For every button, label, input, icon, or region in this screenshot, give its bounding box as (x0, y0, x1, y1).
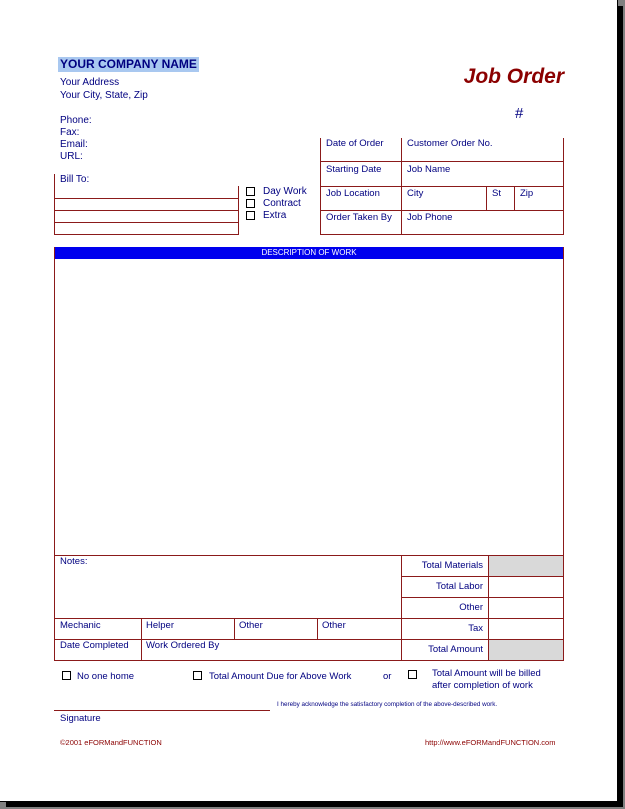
date-completed-label: Date Completed (60, 640, 129, 651)
description-area[interactable] (55, 260, 563, 555)
total-materials-label: Total Materials (421, 560, 483, 571)
billed-later-line-1: Total Amount will be billed (432, 668, 541, 679)
url-label: URL: (60, 151, 83, 162)
description-header: DESCRIPTION OF WORK (55, 247, 563, 259)
bill-to-line-2[interactable] (54, 210, 239, 211)
form-bottom-line (54, 660, 564, 661)
order-number-sign: # (515, 105, 524, 122)
footer-url[interactable]: http://www.eFORMandFUNCTION.com (425, 738, 556, 747)
or-label: or (383, 671, 392, 682)
mechanic-label: Mechanic (60, 620, 101, 631)
order-row-line-4 (320, 234, 564, 235)
extra-checkbox[interactable] (246, 211, 255, 220)
job-phone-label: Job Phone (407, 212, 453, 223)
bill-to-line-1[interactable] (54, 198, 239, 199)
total-due-label: Total Amount Due for Above Work (209, 671, 352, 682)
signature-label: Signature (60, 713, 101, 724)
phone-label: Phone: (60, 115, 92, 126)
order-row-line-3 (320, 210, 564, 211)
order-row-line-1 (320, 161, 564, 162)
total-amount-field[interactable] (489, 640, 563, 660)
footer-copyright: ©2001 eFORMandFUNCTION (60, 738, 162, 747)
order-row-line-2 (320, 186, 564, 187)
city-label: City (407, 188, 424, 199)
bill-to-line-3[interactable] (54, 222, 239, 223)
job-location-label: Job Location (326, 188, 380, 199)
fax-label: Fax: (60, 127, 80, 138)
job-name-label: Job Name (407, 164, 451, 175)
total-due-checkbox[interactable] (193, 671, 202, 680)
day-work-checkbox[interactable] (246, 187, 255, 196)
signature-line[interactable] (54, 710, 270, 711)
state-label: St (492, 188, 501, 199)
order-taken-by-label: Order Taken By (326, 212, 392, 223)
day-work-label: Day Work (263, 186, 307, 197)
contract-checkbox[interactable] (246, 199, 255, 208)
helper-label: Helper (146, 620, 174, 631)
date-of-order-label: Date of Order (326, 138, 384, 149)
total-labor-label: Total Labor (435, 581, 483, 592)
order-table-st-divider (486, 186, 487, 211)
staff-divider-1 (141, 618, 142, 660)
staff-divider-3 (317, 618, 318, 639)
contract-label: Contract (263, 198, 301, 209)
order-table-zip-divider (514, 186, 515, 211)
description-right-border (563, 247, 564, 661)
customer-order-no-label: Customer Order No. (407, 138, 493, 149)
no-one-home-label: No one home (77, 671, 135, 682)
notes-label: Notes: (60, 556, 88, 567)
page-title: Job Order (463, 65, 564, 88)
work-ordered-by-label: Work Ordered By (146, 640, 220, 651)
company-address: Your Address (60, 77, 120, 88)
no-one-home-checkbox[interactable] (62, 671, 71, 680)
billed-later-line-2: after completion of work (432, 680, 533, 691)
totals-line-3 (401, 618, 564, 619)
totals-line-4 (401, 639, 564, 640)
company-name: YOUR COMPANY NAME (60, 57, 197, 71)
total-materials-field[interactable] (489, 556, 563, 576)
zip-label: Zip (520, 188, 534, 199)
staff-divider-2 (234, 618, 235, 639)
other-total-label: Other (459, 602, 483, 613)
company-city-line: Your City, State, Zip (60, 90, 148, 101)
billed-later-checkbox[interactable] (408, 670, 417, 679)
extra-label: Extra (263, 210, 287, 221)
bill-to-label: Bill To: (60, 174, 90, 185)
bill-to-line-4[interactable] (54, 234, 239, 235)
totals-line-2 (401, 597, 564, 598)
other-staff-label-2: Other (322, 620, 346, 631)
totals-line-1 (401, 576, 564, 577)
staff-top-line (54, 618, 402, 619)
bill-to-left-border (54, 174, 55, 235)
email-label: Email: (60, 139, 88, 150)
acknowledge-text: I hereby acknowledge the satisfactory completion of the above-described work. (277, 701, 498, 708)
tax-label: Tax (468, 623, 483, 634)
starting-date-label: Starting Date (326, 164, 382, 175)
other-staff-label-1: Other (239, 620, 263, 631)
total-amount-label: Total Amount (428, 644, 483, 655)
